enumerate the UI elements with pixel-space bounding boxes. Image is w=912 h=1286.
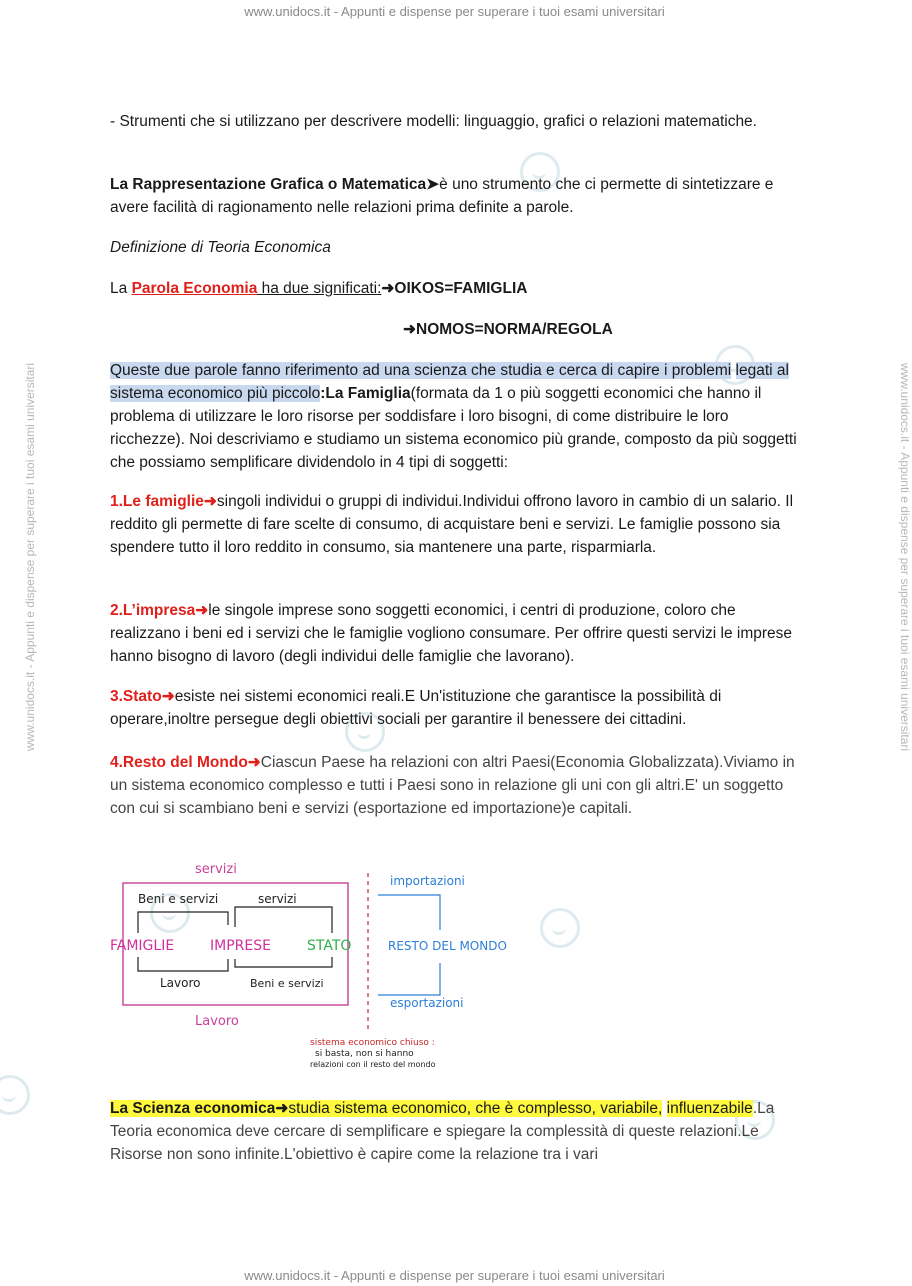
highlight-text: Queste due parole fanno riferimento ad una scienza che studia e cerca di capire i problemi: [110, 362, 732, 379]
label-lavoro-inner: Lavoro: [160, 976, 201, 990]
la-famiglia: :La Famiglia: [320, 385, 411, 402]
watermark-left: www.unidocs.it - Appunti e dispense per superare i tuoi esami universitari: [23, 362, 37, 752]
note-line-1: sistema economico chiuso :: [310, 1038, 435, 1048]
queste-rest: (formata da 1 o più soggetti economici che hanno il problema di utilizzare le loro risorse per soddisfare i loro bisogni, di come distribuire le loro ricchezze). Noi descriviamo e studiamo un sistema economico più grande, composto da più soggetti che possiamo semplificare dividendolo in 4 tipi di soggetti:: [110, 385, 797, 471]
parola-line: [110, 277, 800, 300]
arrow-beni-servizi-2: [235, 957, 332, 967]
arrow-esportazioni: [378, 963, 440, 995]
meaning-oikos: OIKOS=FAMIGLIA: [394, 280, 528, 297]
label-importazioni: importazioni: [390, 874, 465, 888]
note-line-2: si basta, non si hanno: [315, 1049, 414, 1059]
arrow-importazioni: [378, 895, 440, 897]
watermark-bottom: www.unidocs.it - Appunti e dispense per superare i tuoi esami universitari: [244, 1268, 665, 1283]
arrow-lavoro: [138, 957, 228, 971]
list-item: 3.Stato➜esiste nei sistemi economici reali.E Un'istituzione che garantisce la possibilità di operare,inoltre persegue degli obiettivi sociali per garantire il benessere dei cittadini.: [110, 688, 722, 728]
label-servizi-top: servizi: [195, 862, 237, 877]
parola-mid: ha due significati:: [257, 280, 382, 297]
highlight-text: studia sistema economico, che è complesso, variabile,: [288, 1100, 663, 1117]
watermark-top: www.unidocs.it - Appunti e dispense per superare i tuoi esami universitari: [244, 4, 665, 19]
list-item: 4.Resto del Mondo➜Ciascun Paese ha relazioni con altri Paesi(Economia Globalizzata).Viviamo in un sistema economico complesso e tutti i Paesi sono in relazione gli uni con gli altri.E' un soggetto con cui si scambiano beni e servizi (esportazione ed importazione)e capitali.: [110, 754, 795, 817]
label-servizi: servizi: [258, 892, 297, 906]
list-item: 2.L’impresa➜le singole imprese sono soggetti economici, i centri di produzione, coloro che realizzano i beni ed i servizi che le famiglie vogliono consumare. Per offrire questi servizi le imprese hanno bisogno di lavoro (degli individui delle famiglie che lavorano).: [110, 602, 793, 665]
rappresentazione-paragraph: [110, 173, 800, 219]
arrow-icon: ➜: [203, 493, 217, 510]
highlight-text: influenzabile: [666, 1100, 753, 1117]
arrow-icon: ➜: [381, 280, 395, 297]
meaning-nomos: NOMOS=NORMA/REGOLA: [416, 321, 613, 338]
label-beni-servizi: Beni e servizi: [138, 892, 219, 906]
arrow-icon: ➜: [275, 1100, 289, 1117]
arrow-icon: ➜: [403, 321, 416, 338]
label-lavoro-bottom: Lavoro: [195, 1014, 239, 1029]
parola-term: Parola Economia: [131, 280, 258, 297]
highlight-text: legati al sistema economico più piccolo: [110, 362, 789, 402]
label-esportazioni: esportazioni: [390, 996, 464, 1010]
intro-paragraph: - Strumenti che si utilizzano per descrivere modelli: linguaggio, grafici o relazioni matematiche.: [110, 113, 757, 130]
unidocs-logo-icon: [0, 1075, 30, 1115]
scienza-rest: .La Teoria economica deve cercare di semplificare e spiegare la complessità di queste relazioni.Le Risorse non sono infinite.L'obiettivo è capire come la relazione tra i vari: [110, 1100, 775, 1163]
label-famiglie: FAMIGLIE: [110, 938, 175, 954]
note-line-3: relazioni con il resto del mondo: [310, 1060, 436, 1069]
arrow-icon: ➜: [247, 754, 261, 771]
economic-system-diagram: [110, 855, 507, 1080]
queste-paragraph: [110, 359, 800, 474]
list-item: 1.Le famiglie➜singoli individui o gruppi di individui.Individui offrono lavoro in cambio di un salario. Il reddito gli permette di fare scelte di consumo, di acquistare beni e servizi. Le famiglie possono sia spendere tutto il loro reddito in consumo, sia mantenere una parte, risparmiarla.: [110, 493, 794, 556]
label-stato: STATO: [307, 938, 352, 954]
parola-lead: La: [110, 280, 132, 297]
meaning-nomos-line: [403, 318, 803, 341]
highlight-text: La Scienza economica: [110, 1100, 276, 1117]
watermark-right: www.unidocs.it - Appunti e dispense per superare i tuoi esami universitari: [898, 362, 912, 752]
scienza-paragraph: [110, 1097, 800, 1166]
arrow-beni-servizi: [138, 912, 228, 933]
arrow-servizi: [235, 907, 332, 933]
unidocs-logo-icon: [540, 908, 580, 948]
label-resto-mondo: RESTO DEL MONDO: [388, 939, 507, 953]
definizione-heading: Definizione di Teoria Economica: [110, 239, 331, 256]
rappresentazione-text: è uno strumento che ci permette di sintetizzare e avere facilità di ragionamento nelle relazioni prima definite a parole.: [110, 176, 774, 216]
arrow-icon: ➜: [161, 688, 175, 705]
rappresentazione-title: La Rappresentazione Grafica o Matematica: [110, 176, 427, 193]
label-beni-servizi-2: Beni e servizi: [250, 977, 324, 990]
arrow-icon: ➜: [195, 602, 209, 619]
label-imprese: IMPRESE: [210, 938, 271, 954]
arrow-icon: ➤: [426, 176, 440, 193]
